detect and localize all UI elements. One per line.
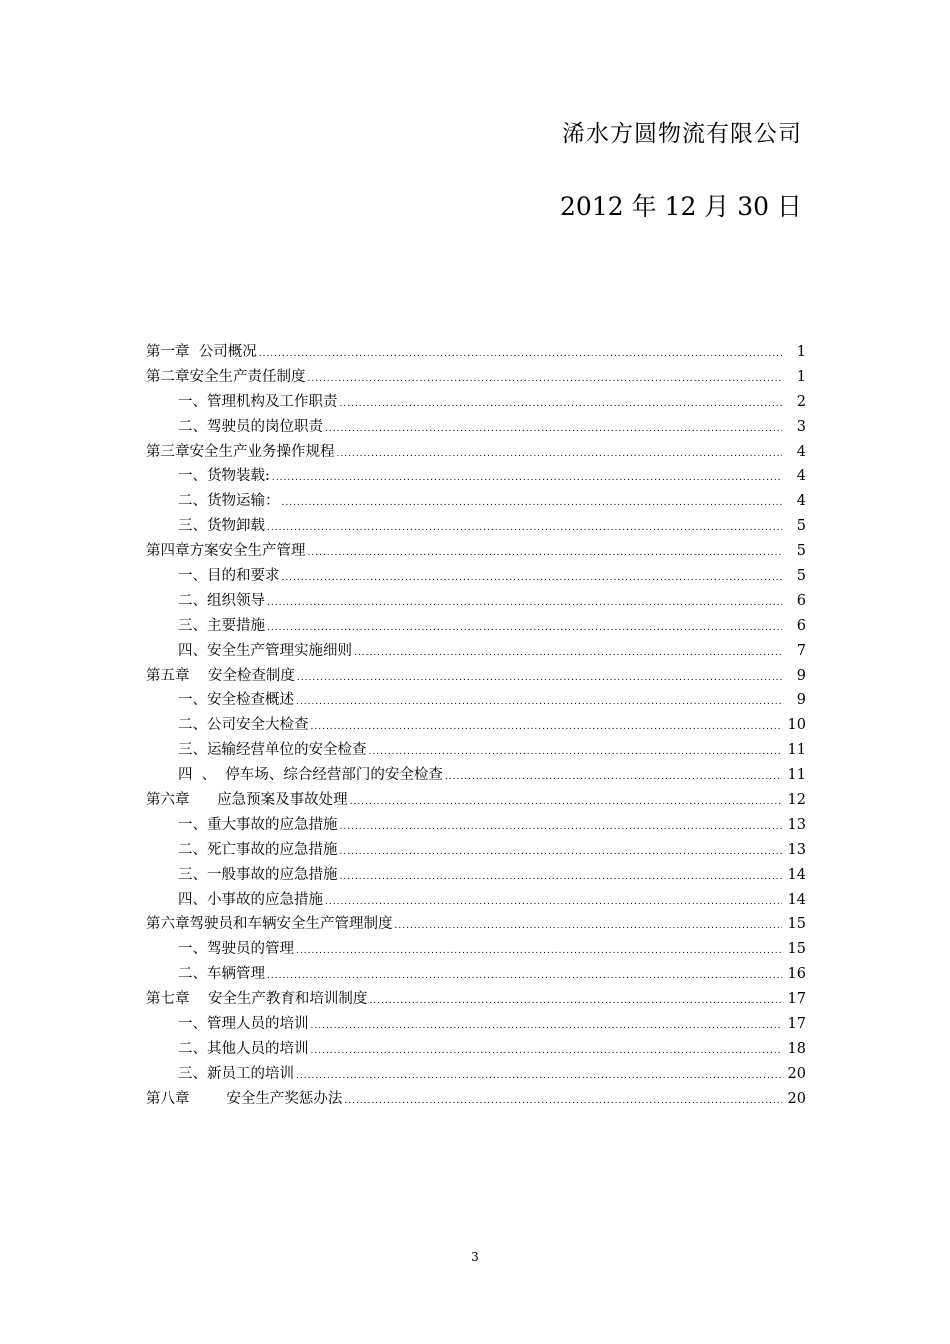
toc-section-entry[interactable] bbox=[146, 962, 806, 987]
toc-section-entry[interactable] bbox=[146, 688, 806, 713]
toc-section-entry[interactable] bbox=[146, 888, 806, 913]
toc-entry-label: 二、货物运输： bbox=[178, 493, 280, 510]
toc-dot-leader bbox=[337, 442, 783, 467]
toc-entry-label: 二、车辆管理 bbox=[178, 966, 265, 983]
toc-entry-label: 一、安全检查概述 bbox=[178, 692, 294, 709]
toc-entry-page: 9 bbox=[796, 667, 806, 684]
toc-entry-page: 9 bbox=[796, 692, 806, 709]
toc-section-entry[interactable] bbox=[146, 589, 806, 614]
toc-entry-label: 三、货物卸载 bbox=[178, 518, 265, 535]
toc-entry-page: 11 bbox=[787, 767, 806, 784]
toc-dot-leader bbox=[325, 890, 782, 915]
toc-entry-label: 二、组织领导 bbox=[178, 592, 265, 609]
toc-dot-leader bbox=[344, 1089, 782, 1114]
toc-dot-leader bbox=[369, 740, 783, 765]
toc-entry-label: 二、驾驶员的岗位职责 bbox=[178, 418, 323, 435]
toc-dot-leader bbox=[297, 666, 782, 691]
toc-dot-leader bbox=[311, 715, 783, 740]
toc-entry-label: 三、主要措施 bbox=[178, 617, 265, 634]
toc-entry-label: 第五章 安全检查制度 bbox=[146, 667, 295, 684]
toc-section-entry[interactable] bbox=[146, 514, 806, 539]
toc-entry-label: 三、一般事故的应急措施 bbox=[178, 866, 338, 883]
toc-entry-page: 4 bbox=[796, 443, 806, 460]
toc-entry-page: 3 bbox=[796, 418, 806, 435]
toc-section-entry[interactable] bbox=[146, 1012, 806, 1037]
toc-entry-label: 三、运输经营单位的安全检查 bbox=[178, 742, 367, 759]
toc-entry-page: 13 bbox=[787, 841, 806, 858]
toc-dot-leader bbox=[350, 790, 782, 815]
toc-entry-page: 15 bbox=[787, 916, 806, 933]
toc-section-entry[interactable] bbox=[146, 763, 806, 788]
toc-dot-leader bbox=[395, 914, 783, 939]
toc-entry-page: 20 bbox=[787, 1090, 806, 1107]
toc-dot-leader bbox=[282, 491, 783, 516]
toc-entry-page: 5 bbox=[796, 543, 806, 560]
toc-section-entry[interactable] bbox=[146, 937, 806, 962]
toc-dot-leader bbox=[311, 1014, 783, 1039]
toc-chapter-entry[interactable] bbox=[146, 440, 806, 465]
toc-entry-label: 一、驾驶员的管理 bbox=[178, 941, 294, 958]
toc-entry-label: 第六章 应急预案及事故处理 bbox=[146, 792, 348, 809]
toc-chapter-entry[interactable] bbox=[146, 987, 806, 1012]
toc-dot-leader bbox=[340, 865, 783, 890]
toc-entry-page: 17 bbox=[787, 991, 806, 1008]
toc-section-entry[interactable] bbox=[146, 838, 806, 863]
toc-entry-label: 三、新员工的培训 bbox=[178, 1065, 294, 1082]
toc-section-entry[interactable] bbox=[146, 813, 806, 838]
toc-entry-page: 2 bbox=[796, 393, 806, 410]
toc-dot-leader bbox=[267, 591, 782, 616]
toc-section-entry[interactable] bbox=[146, 639, 806, 664]
toc-chapter-entry[interactable] bbox=[146, 912, 806, 937]
toc-entry-label: 一、重大事故的应急措施 bbox=[178, 816, 338, 833]
toc-dot-leader bbox=[369, 989, 782, 1014]
toc-entry-label: 一、管理机构及工作职责 bbox=[178, 393, 338, 410]
toc-dot-leader bbox=[445, 765, 782, 790]
toc-dot-leader bbox=[340, 392, 783, 417]
toc-entry-label: 一、管理人员的培训 bbox=[178, 1016, 309, 1033]
toc-entry-page: 1 bbox=[796, 368, 806, 385]
toc-section-entry[interactable] bbox=[146, 489, 806, 514]
toc-entry-label: 四 、 停车场、综合经营部门的安全检查 bbox=[178, 767, 443, 784]
toc-dot-leader bbox=[311, 1039, 783, 1064]
toc-entry-page: 15 bbox=[787, 941, 806, 958]
toc-dot-leader bbox=[354, 641, 782, 666]
toc-dot-leader bbox=[340, 840, 783, 865]
toc-section-entry[interactable] bbox=[146, 390, 806, 415]
toc-entry-page: 18 bbox=[787, 1040, 806, 1057]
toc-section-entry[interactable] bbox=[146, 564, 806, 589]
toc-entry-label: 一、货物装载: bbox=[178, 468, 270, 485]
page-number: 3 bbox=[471, 1250, 479, 1264]
toc-dot-leader bbox=[282, 566, 783, 591]
toc-chapter-entry[interactable] bbox=[146, 1087, 806, 1112]
toc-entry-label: 第四章方案安全生产管理 bbox=[146, 543, 306, 560]
toc-section-entry[interactable] bbox=[146, 614, 806, 639]
toc-entry-label: 第三章安全生产业务操作规程 bbox=[146, 443, 335, 460]
toc-chapter-entry[interactable] bbox=[146, 365, 806, 390]
toc-entry-label: 一、目的和要求 bbox=[178, 568, 280, 585]
toc-entry-page: 10 bbox=[787, 717, 806, 734]
toc-entry-label: 第六章驾驶员和车辆安全生产管理制度 bbox=[146, 916, 393, 933]
toc-entry-page: 5 bbox=[796, 568, 806, 585]
toc-dot-leader bbox=[267, 616, 782, 641]
toc-entry-label: 第二章安全生产责任制度 bbox=[146, 368, 306, 385]
toc-dot-leader bbox=[272, 466, 782, 491]
toc-entry-label: 四、安全生产管理实施细则 bbox=[178, 642, 352, 659]
toc-chapter-entry[interactable] bbox=[146, 664, 806, 689]
toc-entry-page: 16 bbox=[787, 966, 806, 983]
toc-entry-page: 5 bbox=[796, 518, 806, 535]
toc-dot-leader bbox=[259, 342, 782, 367]
toc-entry-page: 4 bbox=[796, 468, 806, 485]
toc-section-entry[interactable] bbox=[146, 1062, 806, 1087]
toc-dot-leader bbox=[296, 1064, 782, 1089]
toc-dot-leader bbox=[267, 516, 782, 541]
toc-entry-page: 14 bbox=[787, 866, 806, 883]
toc-dot-leader bbox=[296, 690, 782, 715]
toc-section-entry[interactable] bbox=[146, 1037, 806, 1062]
toc-entry-label: 二、其他人员的培训 bbox=[178, 1040, 309, 1057]
toc-entry-page: 20 bbox=[787, 1065, 806, 1082]
toc-dot-leader bbox=[340, 815, 783, 840]
toc-entry-page: 7 bbox=[796, 642, 806, 659]
toc-entry-page: 14 bbox=[787, 891, 806, 908]
toc-chapter-entry[interactable] bbox=[146, 539, 806, 564]
toc-section-entry[interactable] bbox=[146, 713, 806, 738]
toc-entry-page: 17 bbox=[787, 1016, 806, 1033]
toc-section-entry[interactable] bbox=[146, 863, 806, 888]
toc-entry-label: 第八章 安全生产奖惩办法 bbox=[146, 1090, 343, 1107]
toc-chapter-entry[interactable] bbox=[146, 340, 806, 365]
toc-dot-leader bbox=[308, 541, 783, 566]
toc-entry-page: 11 bbox=[787, 742, 806, 759]
toc-entry-label: 第一章 公司概况 bbox=[146, 344, 257, 360]
table-of-contents bbox=[146, 340, 806, 1112]
toc-entry-page: 12 bbox=[787, 792, 806, 809]
toc-entry-label: 二、死亡事故的应急措施 bbox=[178, 841, 338, 858]
toc-section-entry[interactable] bbox=[146, 415, 806, 440]
document-date: 2012 年 12 月 30 日 bbox=[560, 192, 802, 221]
toc-entry-page: 6 bbox=[796, 617, 806, 634]
toc-entry-page: 6 bbox=[796, 592, 806, 609]
toc-dot-leader bbox=[308, 367, 783, 392]
toc-entry-page: 1 bbox=[796, 344, 806, 360]
toc-entry-label: 二、公司安全大检查 bbox=[178, 717, 309, 734]
company-name: 浠水方圆物流有限公司 bbox=[562, 121, 802, 147]
toc-entry-label: 四、小事故的应急措施 bbox=[178, 891, 323, 908]
toc-dot-leader bbox=[296, 939, 782, 964]
toc-section-entry[interactable] bbox=[146, 464, 806, 489]
toc-chapter-entry[interactable] bbox=[146, 788, 806, 813]
toc-dot-leader bbox=[325, 417, 782, 442]
toc-entry-page: 13 bbox=[787, 816, 806, 833]
toc-entry-page: 4 bbox=[796, 493, 806, 510]
toc-section-entry[interactable] bbox=[146, 738, 806, 763]
toc-entry-label: 第七章 安全生产教育和培训制度 bbox=[146, 991, 368, 1008]
toc-dot-leader bbox=[267, 964, 782, 989]
